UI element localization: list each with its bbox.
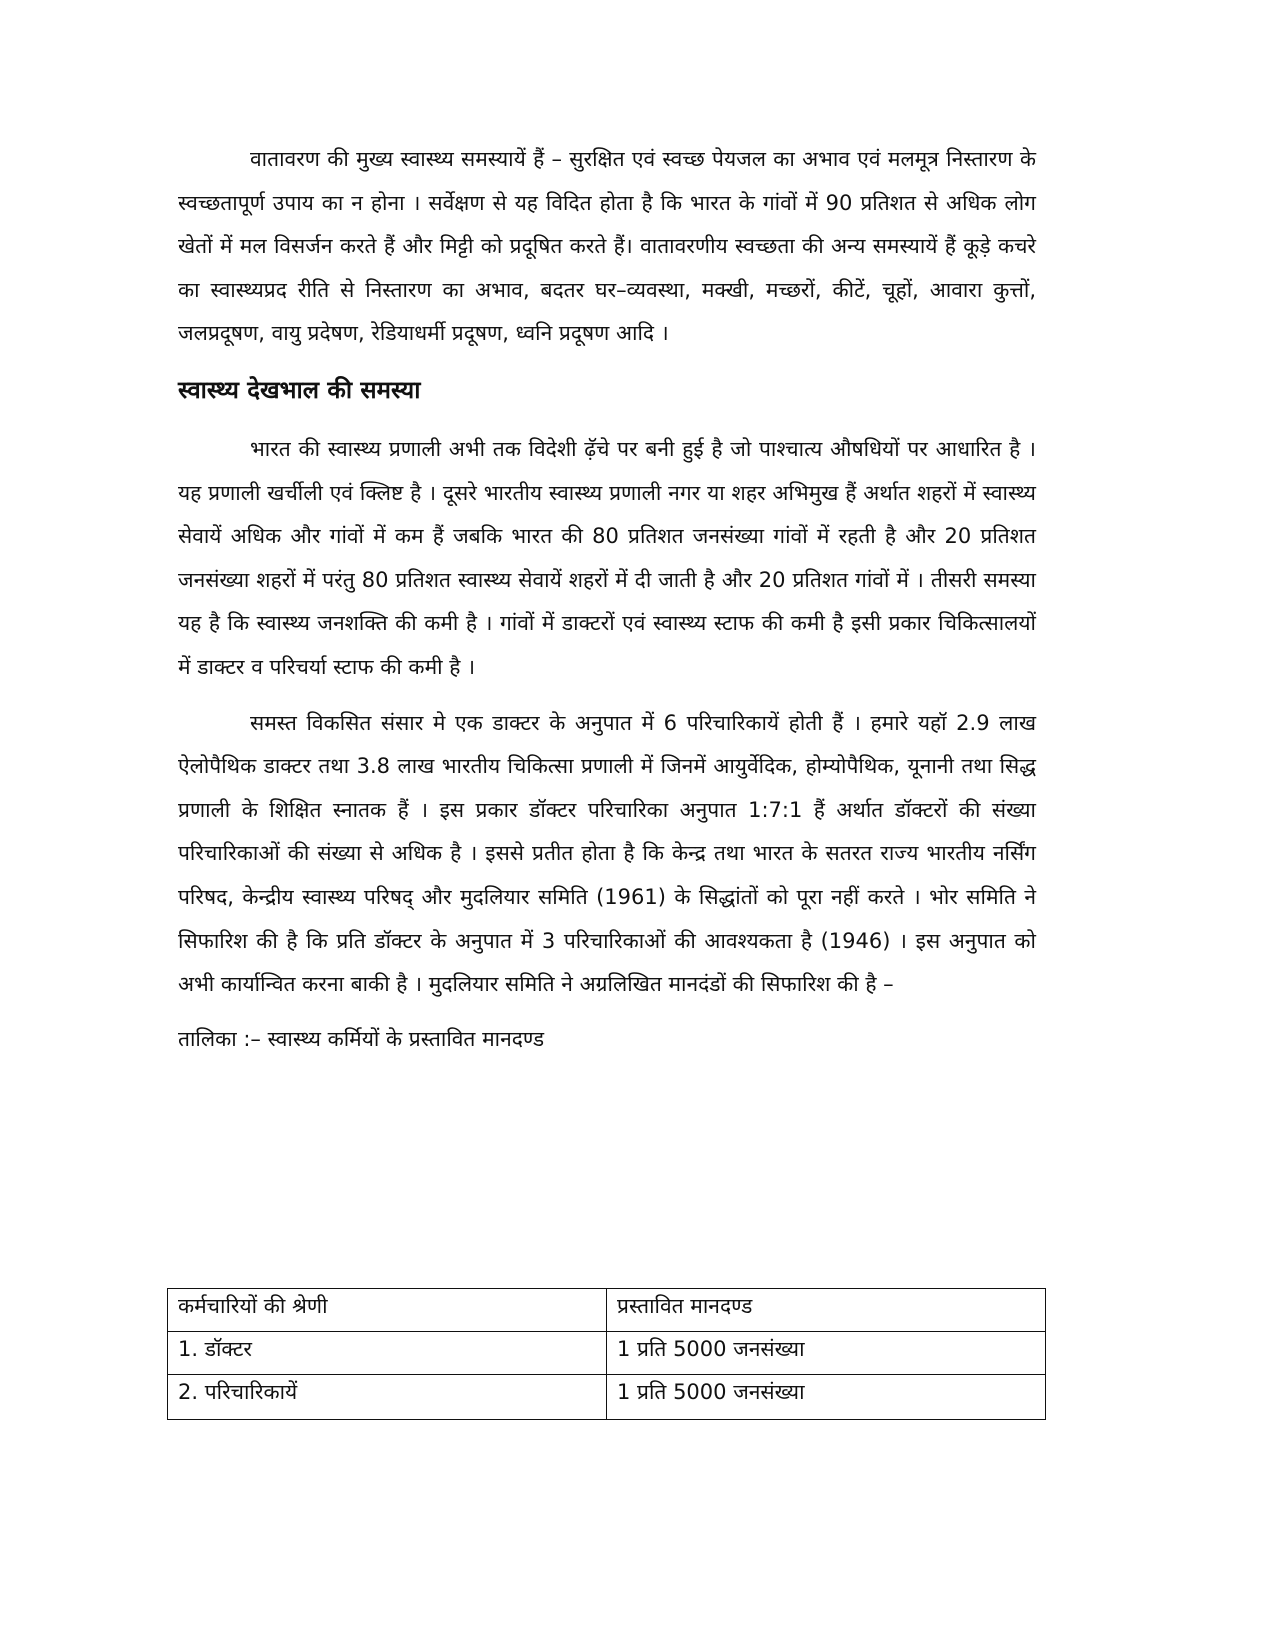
table-row [168, 1332, 1046, 1375]
cell-category: 2. परिचारिकायें [168, 1375, 607, 1420]
cell-norm: 1 प्रति 5000 जनसंख्या [607, 1332, 1046, 1375]
norms-table [167, 1288, 1046, 1420]
table-header-row [168, 1289, 1046, 1332]
cell-category: 1. डॉक्टर [168, 1332, 607, 1375]
cell-norm: 1 प्रति 5000 जनसंख्या [607, 1375, 1046, 1420]
paragraph-health-system: भारत की स्वास्थ्य प्रणाली अभी तक विदेशी ढ़ॅचे पर बनी हुई है जो पाश्चात्य औषधियों पर आधारित है । यह प्रणाली खर्चीली एवं क्लिष्ट है । दूसरे भारतीय स्वास्थ्य प्रणाली नगर या शहर अभिमुख हैं अर्थात शहरों में स्वास्थ्य सेवायें अधिक और गांवों में कम हैं जबकि भारत की 80 प्रतिशत जनसंख्या गांवों में रहती है और 20 प्रतिशत जनसंख्या शहरों में परंतु 80 प्रतिशत स्वास्थ्य सेवायें शहरों में दी जाती है और 20 प्रतिशत गांवों में । तीसरी समस्या यह है कि स्वास्थ्य जनशक्ति की कमी है । गांवों में डाक्टरों एवं स्वास्थ्य स्टाफ की कमी है इसी प्रकार चिकित्सालयों में डाक्टर व परिचर्या स्टाफ की कमी है । [178, 436, 1036, 679]
table-row [168, 1375, 1046, 1420]
table-caption: तालिका :– स्वास्थ्य कर्मियों के प्रस्तावित मानदण्ड [178, 1026, 545, 1051]
document-body [178, 138, 1036, 1065]
section-heading-health-care: स्वास्थ्य देखभाल की समस्या [178, 375, 421, 404]
header-proposed-norm: प्रस्तावित मानदण्ड [607, 1289, 1046, 1332]
header-category: कर्मचारियों की श्रेणी [168, 1289, 607, 1332]
paragraph-nurse-ratio: समस्त विकसित संसार मे एक डाक्टर के अनुपात में 6 परिचारिकायें होती हैं । हमारे यहॉ 2.9 लाख ऐलोपैथिक डाक्टर तथा 3.8 लाख भारतीय चिकित्सा प्रणाली में जिनमें आयुर्वेदिक, होम्योपैथिक, यूनानी तथा सिद्ध प्रणाली के शिक्षित स्नातक हैं । इस प्रकार डॉक्टर परिचारिका अनुपात 1:7:1 हैं अर्थात डॉक्टरों की संख्या परिचारिकाओं की संख्या से अधिक है । इससे प्रतीत होता है कि केन्द्र तथा भारत के सतरत राज्य भारतीय नर्सिंग परिषद, केन्द्रीय स्वास्थ्य परिषद् और मुदलियार समिति (1961) के सिद्धांतों को पूरा नहीं करते । भोर समिति ने सिफारिश की है कि प्रति डॉक्टर के अनुपात में 3 परिचारिकाओं की आवश्यकता है (1946) । इस अनुपात को अभी कार्यान्वित करना बाकी है । मुदलियार समिति ने अग्रलिखित मानदंडों की सिफारिश की है – [178, 710, 1036, 997]
paragraph-environment: वातावरण की मुख्य स्वास्थ्य समस्यायें हैं – सुरक्षित एवं स्वच्छ पेयजल का अभाव एवं मलमूत्र निस्तारण के स्वच्छतापूर्ण उपाय का न होना । सर्वेक्षण से यह विदित होता है कि भारत के गांवों में 90 प्रतिशत से अधिक लोग खेतों में मल विसर्जन करते हैं और मिट्टी को प्रदूषित करते हैं। वातावरणीय स्वच्छता की अन्य समस्यायें हैं कूड़े कचरे का स्वास्थ्यप्रद रीति से निस्तारण का अभाव, बदतर घर–व्यवस्था, मक्खी, मच्छरों, कीटें, चूहों, आवारा कुत्तों, जलप्रदूषण, वायु प्रदेषण, रेडियाधर्मी प्रदूषण, ध्वनि प्रदूषण आदि । [178, 147, 1036, 346]
